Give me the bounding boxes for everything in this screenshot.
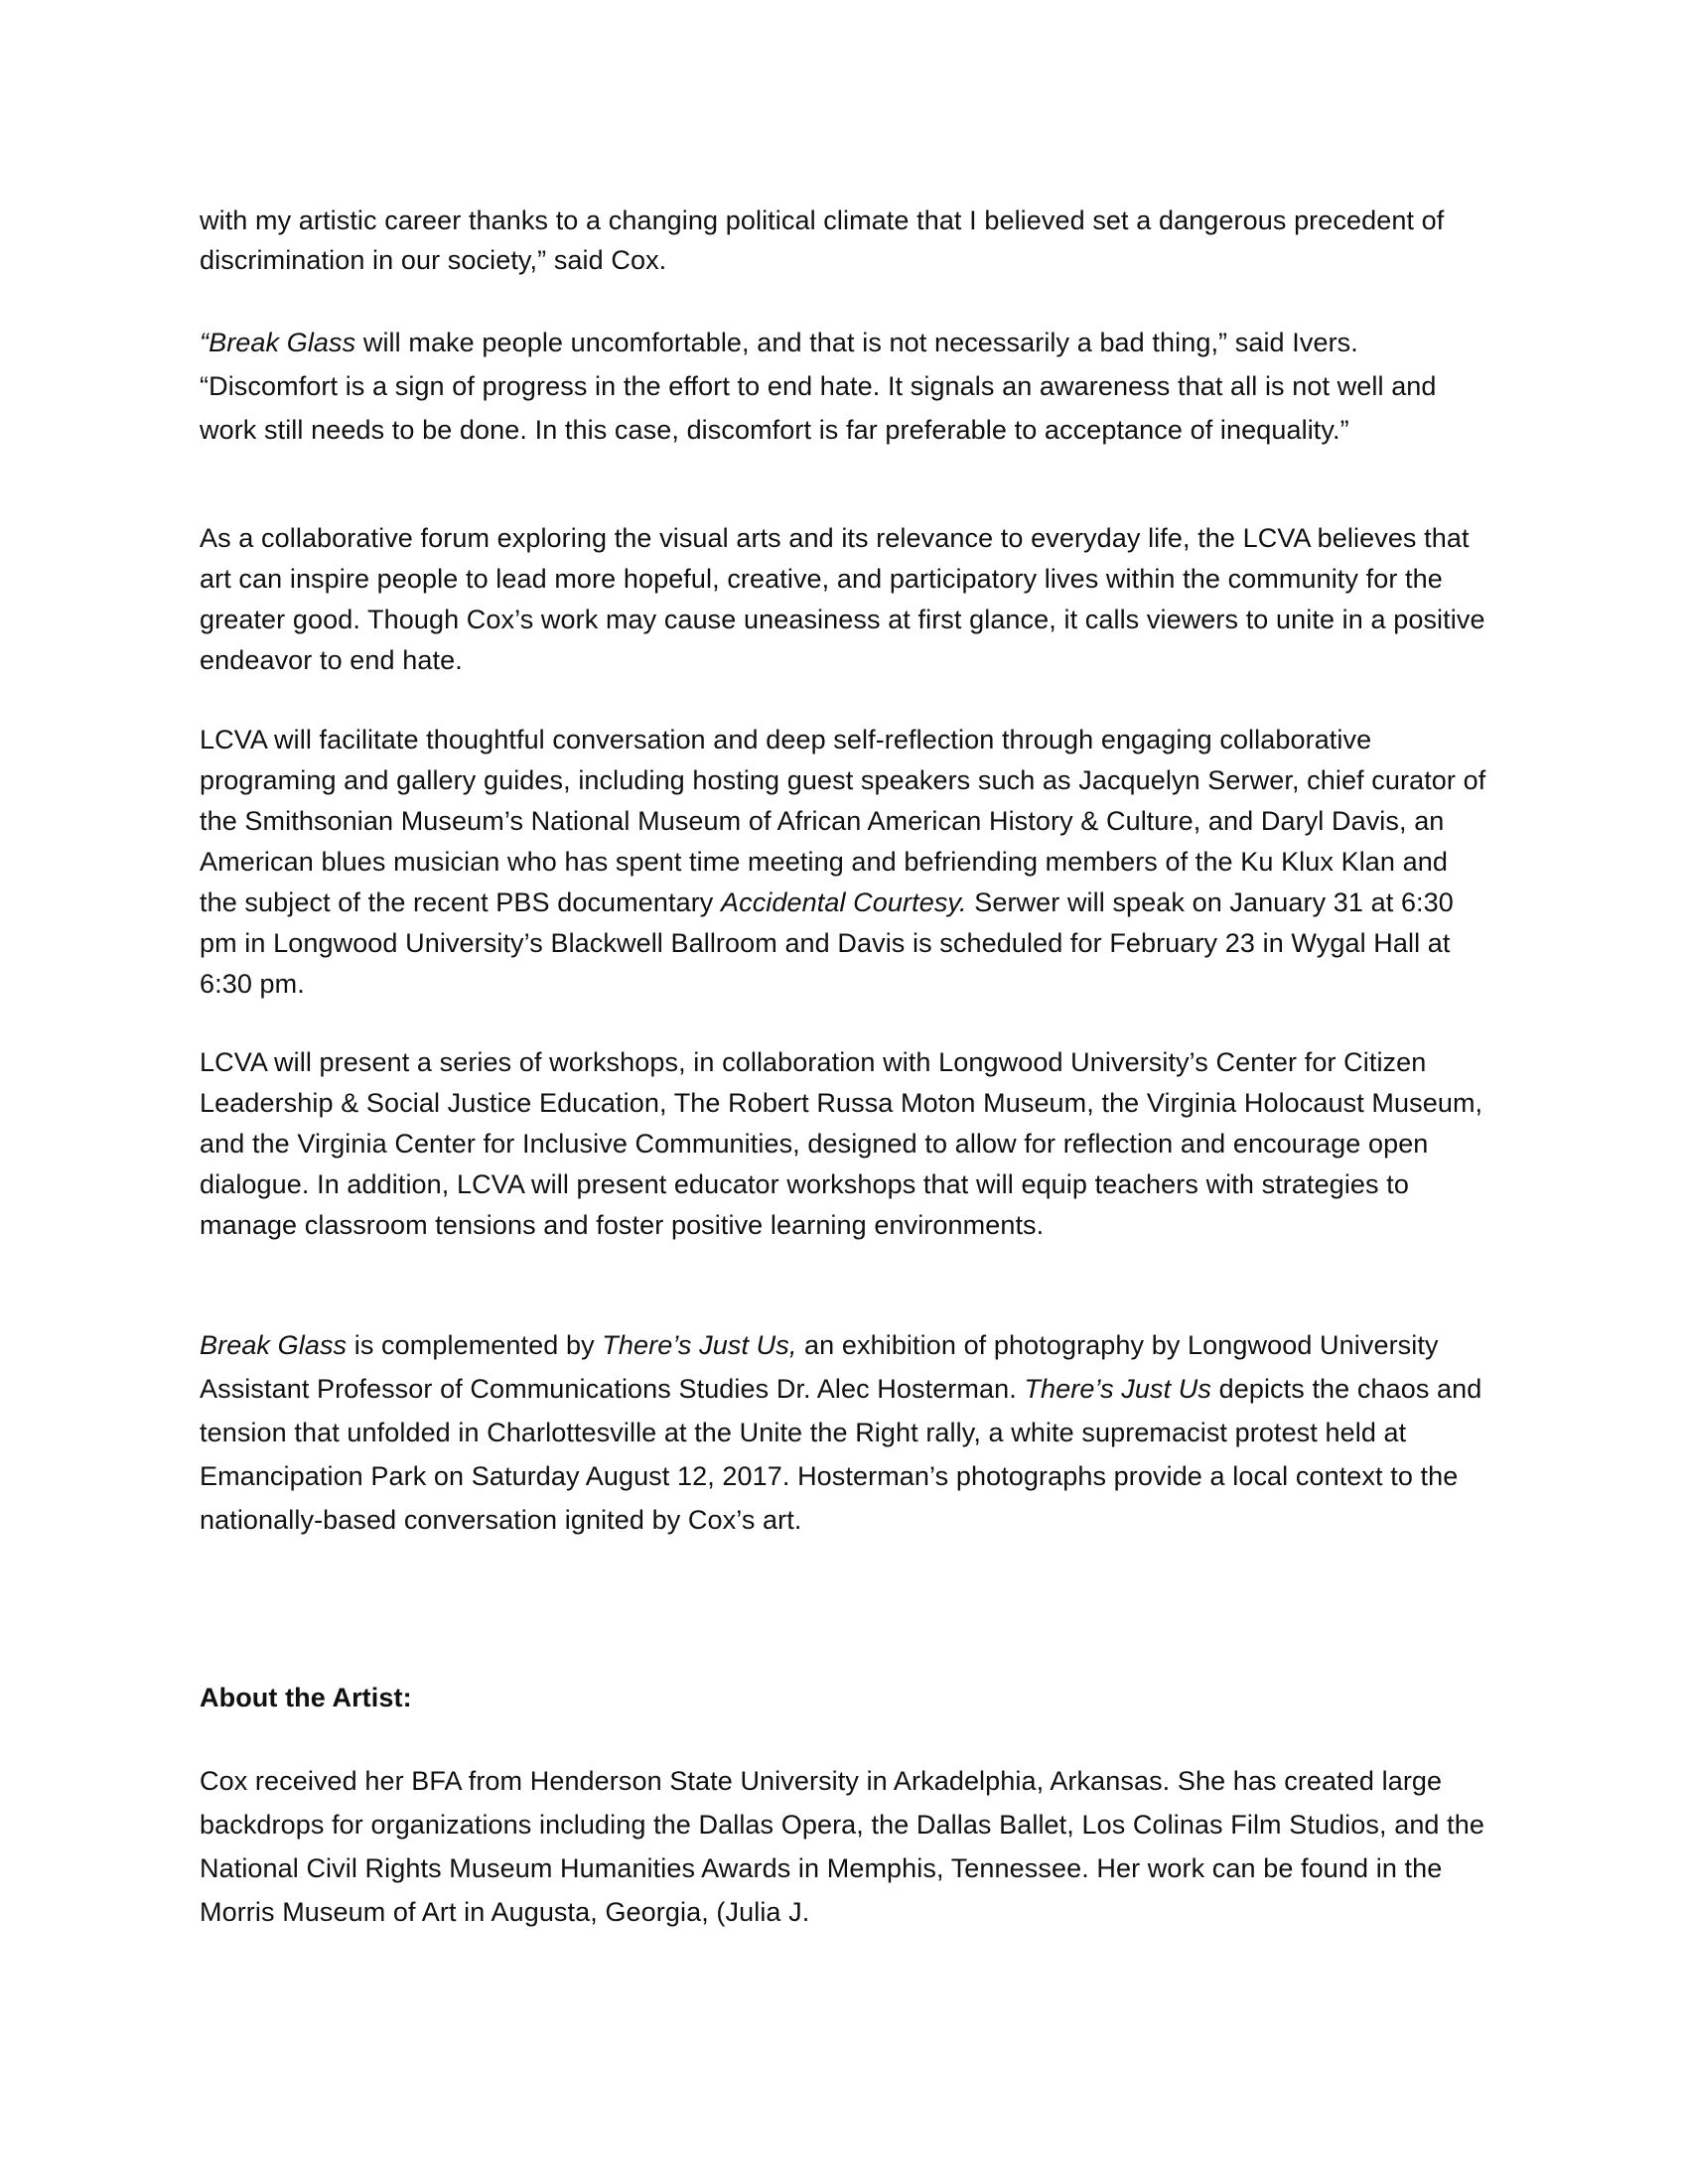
paragraph-guest-speakers <box>200 720 1490 1005</box>
paragraph-ivers-quote <box>200 321 1490 452</box>
paragraph-text: with my artistic career thanks to a changing political climate that I believed set a dangerous precedent of discrimination in our society,” said Cox. <box>200 205 1445 275</box>
paragraph-text: depicts the chaos and tension that unfolded in Charlottesville at the Unite the Right rally, a white supremacist protest held at Emancipation Park on Saturday August 12, 2017. Hosterman’s photographs provide a local context to the nationally-based conversation ignited by Cox’s art. <box>200 1374 1482 1535</box>
paragraph-text: an exhibition of photography by Longwood University Assistant Professor of Communications Studies Dr. Alec Hosterman. <box>200 1330 1439 1404</box>
heading-text: About the Artist: <box>200 1683 412 1712</box>
paragraph-collaborative-forum <box>200 518 1490 681</box>
paragraph-text: LCVA will facilitate thoughtful conversation and deep self-reflection through engaging collaborative programing and gallery guides, including hosting guest speakers such as Jacquelyn Serwer, chief curator of the Smithsonian Museum’s National Museum of African American History & Culture, and Daryl Davis, an American blues musician who has spent time meeting and befriending members of the Ku Klux Klan and the subject of the recent PBS documentary <box>200 725 1486 917</box>
paragraph-text: As a collaborative forum exploring the visual arts and its relevance to everyday life, the LCVA believes that art can inspire people to lead more hopeful, creative, and participatory lives within the community for the greater good. Though Cox’s work may cause uneasiness at first glance, it calls viewers to unite in a positive endeavor to end hate. <box>200 523 1485 675</box>
exhibition-title-italic: There’s Just Us, <box>602 1330 797 1360</box>
paragraph-text: Cox received her BFA from Henderson State University in Arkadelphia, Arkansas. She has created large backdrops for organizations including the Dallas Opera, the Dallas Ballet, Los Colinas Film Studios, and the National Civil Rights Museum Humanities Awards in Memphis, Tennessee. Her work can be found in the Morris Museum of Art in Augusta, Georgia, (Julia J. <box>200 1766 1484 1927</box>
documentary-title-italic: Accidental Courtesy. <box>721 887 967 917</box>
section-heading-about-artist <box>200 1678 1490 1718</box>
paragraph-theres-just-us <box>200 1323 1490 1542</box>
exhibition-title-italic: There’s Just Us <box>1024 1374 1211 1404</box>
artwork-title-italic: Break Glass <box>200 1330 348 1360</box>
artwork-title-italic: “Break Glass <box>200 328 356 357</box>
paragraph-workshops <box>200 1042 1490 1246</box>
paragraph-cox-quote-end <box>200 201 1490 280</box>
paragraph-artist-bio <box>200 1759 1490 1934</box>
paragraph-text: will make people uncomfortable, and that is not necessarily a bad thing,” said Ivers. “Discomfort is a sign of progress in the effort to end hate. It signals an awareness that all is not well and work still needs to be done. In this case, discomfort is far preferable to acceptance of inequality.” <box>200 328 1437 445</box>
paragraph-text: LCVA will present a series of workshops, in collaboration with Longwood University’s Center for Citizen Leadership & Social Justice Education, The Robert Russa Moton Museum, the Virginia Holocaust Museum, and the Virginia Center for Inclusive Communities, designed to allow for reflection and encourage open dialogue. In addition, LCVA will present educator workshops that will equip teachers with strategies to manage classroom tensions and foster positive learning environments. <box>200 1047 1483 1240</box>
paragraph-text: Serwer will speak on January 31 at 6:30 pm in Longwood University’s Blackwell Ballroom and Davis is scheduled for February 23 in Wygal Hall at 6:30 pm. <box>200 887 1454 999</box>
paragraph-text: is complemented by <box>347 1330 603 1360</box>
